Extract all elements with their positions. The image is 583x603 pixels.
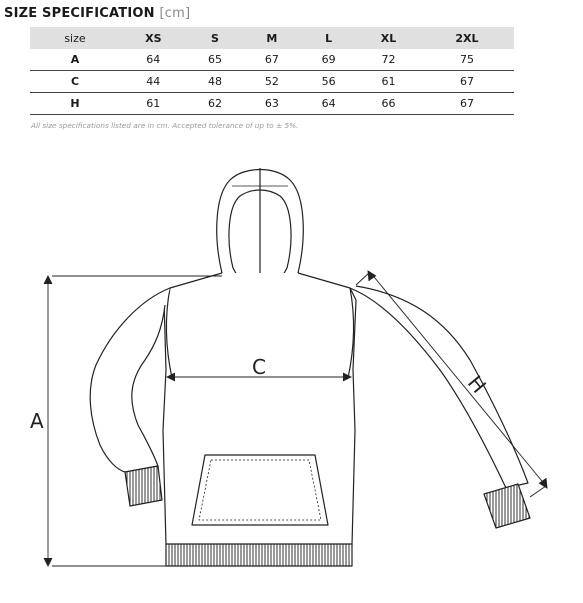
- size-table: [30, 27, 514, 115]
- table-cell: 61: [120, 93, 187, 115]
- header-size: size: [30, 27, 120, 49]
- table-cell: 67: [420, 71, 514, 93]
- table-cell: 67: [420, 93, 514, 115]
- title-text: SIZE SPECIFICATION: [4, 6, 155, 21]
- left-sleeve: [90, 288, 170, 472]
- left-cuff: [125, 466, 162, 506]
- page-title: [4, 6, 190, 21]
- dimension-h-line: [370, 272, 546, 486]
- table-row: [30, 93, 514, 115]
- kangaroo-pocket: [192, 455, 328, 525]
- dimension-label-h: H: [462, 370, 491, 398]
- table-row: [30, 49, 514, 71]
- table-row: [30, 71, 514, 93]
- tolerance-note: All size specifications listed are in cm. Accepted tolerance of up to ± 5%.: [31, 121, 299, 130]
- right-sleeve: [350, 286, 528, 488]
- table-cell: 64: [120, 49, 187, 71]
- header-m: M: [243, 27, 300, 49]
- table-cell: 48: [187, 71, 244, 93]
- table-cell: 63: [243, 93, 300, 115]
- row-label: A: [30, 49, 120, 71]
- table-cell: 61: [357, 71, 420, 93]
- header-xl: XL: [357, 27, 420, 49]
- dimension-label-a: A: [30, 409, 44, 433]
- table-header-row: [30, 27, 514, 49]
- hoodie-diagram: [0, 140, 583, 603]
- dimension-label-c: C: [252, 355, 266, 379]
- hoodie-outline: [90, 168, 530, 566]
- table-cell: 72: [357, 49, 420, 71]
- table-cell: 44: [120, 71, 187, 93]
- table-cell: 67: [243, 49, 300, 71]
- title-unit: [cm]: [159, 6, 191, 21]
- table-cell: 65: [187, 49, 244, 71]
- header-2xl: 2XL: [420, 27, 514, 49]
- table-cell: 64: [300, 93, 357, 115]
- right-cuff: [484, 484, 530, 528]
- table-cell: 75: [420, 49, 514, 71]
- table-cell: 69: [300, 49, 357, 71]
- header-xs: XS: [120, 27, 187, 49]
- row-label: C: [30, 71, 120, 93]
- table-cell: 52: [243, 71, 300, 93]
- table-cell: 56: [300, 71, 357, 93]
- row-label: H: [30, 93, 120, 115]
- header-l: L: [300, 27, 357, 49]
- waistband: [166, 544, 352, 566]
- table-cell: 66: [357, 93, 420, 115]
- header-s: S: [187, 27, 244, 49]
- table-cell: 62: [187, 93, 244, 115]
